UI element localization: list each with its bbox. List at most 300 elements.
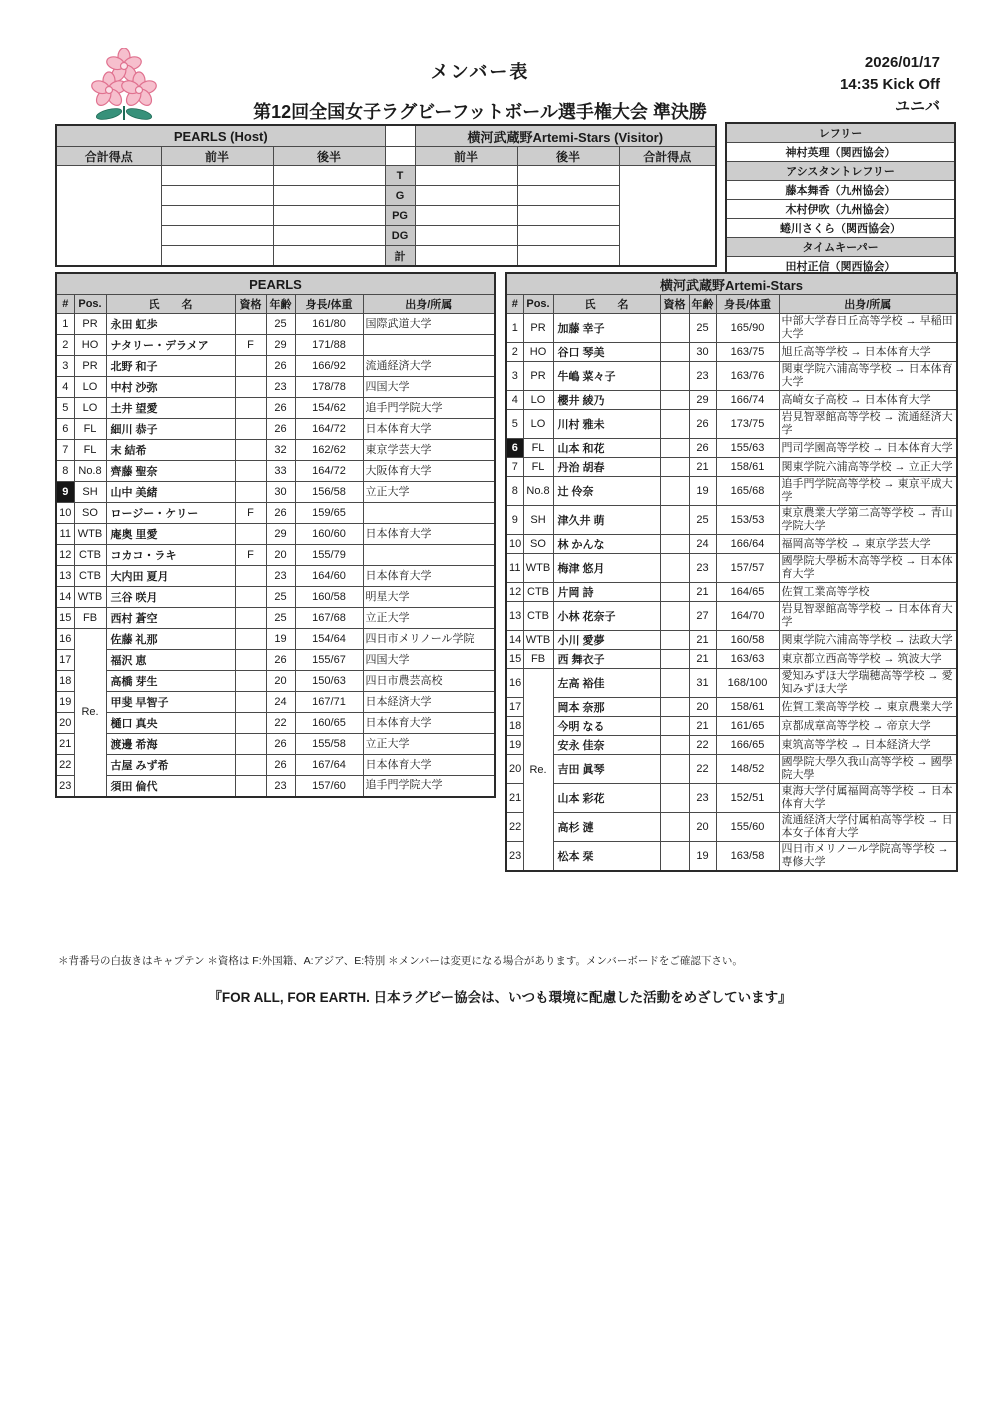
home-second-half-score-cell <box>273 206 385 226</box>
player-position: WTB <box>74 524 106 545</box>
player-qualification <box>660 343 689 362</box>
col-name: 氏 名 <box>106 295 235 314</box>
player-name: 川村 雅未 <box>553 410 660 439</box>
player-origin: 追手門学院大学 <box>363 398 495 419</box>
player-name: 西 舞衣子 <box>553 650 660 669</box>
player-age: 29 <box>266 524 295 545</box>
home-total-score-cell <box>56 166 161 267</box>
player-row <box>56 650 495 671</box>
player-origin: 東京農業大学第二高等学校 → 青山学院大学 <box>779 506 957 535</box>
player-number: 18 <box>506 717 523 736</box>
player-origin: 立正大学 <box>363 734 495 755</box>
officials-table <box>725 122 956 277</box>
player-qualification <box>660 717 689 736</box>
player-origin: 四日市メリノール学院 <box>363 629 495 650</box>
player-height-weight: 164/70 <box>716 602 779 631</box>
away-first-half-label: 前半 <box>415 147 517 166</box>
player-number: 16 <box>56 629 74 650</box>
player-height-weight: 150/63 <box>295 671 363 692</box>
player-row <box>56 776 495 797</box>
player-row <box>506 602 957 631</box>
player-number: 22 <box>506 813 523 842</box>
player-row <box>506 717 957 736</box>
player-origin: 四日市農芸高校 <box>363 671 495 692</box>
player-age: 25 <box>689 314 716 343</box>
away-second-half-label: 後半 <box>517 147 619 166</box>
player-number: 4 <box>56 377 74 398</box>
assistant-referee-name: 木村伊吹（九州協会） <box>726 200 955 219</box>
player-age: 26 <box>266 398 295 419</box>
away-second-half-score-cell <box>517 206 619 226</box>
player-row <box>506 698 957 717</box>
player-position: FB <box>74 608 106 629</box>
away-total-score-cell <box>619 166 716 267</box>
player-name: 渡邊 希海 <box>106 734 235 755</box>
player-age: 22 <box>689 755 716 784</box>
player-qualification <box>235 314 266 335</box>
player-name: 大内田 夏月 <box>106 566 235 587</box>
player-height-weight: 164/72 <box>295 419 363 440</box>
player-row <box>56 587 495 608</box>
player-age: 21 <box>689 717 716 736</box>
player-origin: 岩見智翠館高等学校 → 流通経済大学 <box>779 410 957 439</box>
player-number: 17 <box>506 698 523 717</box>
player-origin: 日本経済大学 <box>363 692 495 713</box>
player-height-weight: 167/64 <box>295 755 363 776</box>
player-height-weight: 155/79 <box>295 545 363 566</box>
home-total-label: 合計得点 <box>56 147 161 166</box>
player-height-weight: 165/90 <box>716 314 779 343</box>
player-row <box>56 629 495 650</box>
player-age: 26 <box>266 356 295 377</box>
player-position: WTB <box>74 587 106 608</box>
player-name: 今明 なる <box>553 717 660 736</box>
player-row <box>506 314 957 343</box>
player-age: 25 <box>266 587 295 608</box>
away-total-label: 合計得点 <box>619 147 716 166</box>
player-position: LO <box>74 377 106 398</box>
player-qualification <box>235 608 266 629</box>
player-position: WTB <box>523 554 553 583</box>
score-type-label: DG <box>385 226 415 246</box>
player-row <box>506 439 957 458</box>
player-position: PR <box>523 314 553 343</box>
player-row <box>506 736 957 755</box>
player-number: 14 <box>506 631 523 650</box>
player-height-weight: 154/64 <box>295 629 363 650</box>
player-origin: 國學院大學久我山高等学校 → 國學院大學 <box>779 755 957 784</box>
player-number: 12 <box>506 583 523 602</box>
away-first-half-score-cell <box>415 206 517 226</box>
player-number: 14 <box>56 587 74 608</box>
col-position: Pos. <box>74 295 106 314</box>
score-type-label: G <box>385 186 415 206</box>
home-roster-title: PEARLS <box>56 273 495 295</box>
player-height-weight: 155/60 <box>716 813 779 842</box>
player-origin: 関東学院六浦高等学校 → 立正大学 <box>779 458 957 477</box>
player-height-weight: 163/75 <box>716 343 779 362</box>
player-age: 20 <box>266 671 295 692</box>
player-height-weight: 160/65 <box>295 713 363 734</box>
player-origin: 国際武道大学 <box>363 314 495 335</box>
player-origin: 追手門学院大学 <box>363 776 495 797</box>
player-row <box>56 461 495 482</box>
away-first-half-score-cell <box>415 246 517 267</box>
player-origin: 四国大学 <box>363 377 495 398</box>
player-height-weight: 173/75 <box>716 410 779 439</box>
player-qualification <box>235 419 266 440</box>
player-number: 22 <box>56 755 74 776</box>
player-qualification <box>660 535 689 554</box>
player-height-weight: 178/78 <box>295 377 363 398</box>
player-row <box>56 335 495 356</box>
player-position: PR <box>74 356 106 377</box>
player-qualification <box>660 554 689 583</box>
venue-name: ユニバ <box>894 97 940 115</box>
player-qualification <box>235 440 266 461</box>
player-number: 19 <box>506 736 523 755</box>
player-number: 6 <box>506 439 523 458</box>
player-name: 土井 望愛 <box>106 398 235 419</box>
player-position: CTB <box>74 545 106 566</box>
player-row <box>56 503 495 524</box>
player-height-weight: 155/67 <box>295 650 363 671</box>
player-qualification <box>660 506 689 535</box>
col-age: 年齢 <box>689 295 716 314</box>
player-age: 23 <box>689 784 716 813</box>
score-divider-cell <box>385 125 415 147</box>
player-name: 梅津 悠月 <box>553 554 660 583</box>
player-height-weight: 164/65 <box>716 583 779 602</box>
player-position: PR <box>74 314 106 335</box>
player-height-weight: 162/62 <box>295 440 363 461</box>
player-position: HO <box>74 335 106 356</box>
player-position: FL <box>523 439 553 458</box>
player-age: 26 <box>266 503 295 524</box>
player-age: 20 <box>689 813 716 842</box>
player-number: 20 <box>506 755 523 784</box>
away-roster-title: 横河武蔵野Artemi-Stars <box>506 273 957 295</box>
away-second-half-score-cell <box>517 166 619 186</box>
player-number: 8 <box>506 477 523 506</box>
player-origin: 東筑高等学校 → 日本経済大学 <box>779 736 957 755</box>
player-origin: 東海大学付属福岡高等学校 → 日本体育大学 <box>779 784 957 813</box>
player-name: ナタリー・デラメア <box>106 335 235 356</box>
player-origin: 愛知みずほ大学瑞穂高等学校 → 愛知みずほ大学 <box>779 669 957 698</box>
player-name: 高杉 漣 <box>553 813 660 842</box>
player-position: FL <box>74 419 106 440</box>
player-row <box>506 669 957 698</box>
player-row <box>56 566 495 587</box>
player-name: コカコ・ラキ <box>106 545 235 566</box>
player-position: FL <box>523 458 553 477</box>
player-row <box>56 713 495 734</box>
player-name: 樋口 真央 <box>106 713 235 734</box>
player-origin: 流通経済大学付属柏高等学校 → 日本女子体育大学 <box>779 813 957 842</box>
score-type-label: 計 <box>385 246 415 267</box>
player-origin: 東京都立西高等学校 → 筑波大学 <box>779 650 957 669</box>
reserve-label: Re. <box>523 669 553 872</box>
player-height-weight: 160/60 <box>295 524 363 545</box>
player-qualification <box>660 391 689 410</box>
player-number: 1 <box>56 314 74 335</box>
away-second-half-score-cell <box>517 186 619 206</box>
player-qualification <box>235 482 266 503</box>
player-qualification <box>235 524 266 545</box>
player-name: 須田 倫代 <box>106 776 235 797</box>
player-number: 10 <box>56 503 74 524</box>
player-position: HO <box>523 343 553 362</box>
player-origin: 四日市メリノール学院高等学校 → 専修大学 <box>779 842 957 872</box>
player-position: SH <box>523 506 553 535</box>
player-qualification <box>660 439 689 458</box>
player-age: 26 <box>266 650 295 671</box>
player-origin: 日本体育大学 <box>363 566 495 587</box>
player-origin: 佐賀工業高等学校 <box>779 583 957 602</box>
player-number: 12 <box>56 545 74 566</box>
player-name: 牛嶋 菜々子 <box>553 362 660 391</box>
player-age: 31 <box>689 669 716 698</box>
player-number: 10 <box>506 535 523 554</box>
player-age: 26 <box>266 419 295 440</box>
player-position: WTB <box>523 631 553 650</box>
player-name: 高橋 芽生 <box>106 671 235 692</box>
away-second-half-score-cell <box>517 246 619 267</box>
player-position: CTB <box>74 566 106 587</box>
player-age: 26 <box>266 755 295 776</box>
timekeeper-name: 田村正信（関西協会） <box>726 257 955 277</box>
player-name: 甲斐 早智子 <box>106 692 235 713</box>
referee-label: レフリー <box>726 123 955 143</box>
player-height-weight: 154/62 <box>295 398 363 419</box>
player-origin: 京都成章高等学校 → 帝京大学 <box>779 717 957 736</box>
player-height-weight: 158/61 <box>716 698 779 717</box>
player-row <box>506 343 957 362</box>
player-qualification <box>235 755 266 776</box>
player-name: 細川 恭子 <box>106 419 235 440</box>
player-number: 9 <box>506 506 523 535</box>
player-age: 21 <box>689 458 716 477</box>
player-name: 佐藤 礼那 <box>106 629 235 650</box>
player-name: 齊藤 聖奈 <box>106 461 235 482</box>
home-roster-table <box>55 272 496 798</box>
player-row <box>56 692 495 713</box>
col-qualification: 資格 <box>235 295 266 314</box>
player-qualification <box>660 410 689 439</box>
player-row <box>506 583 957 602</box>
player-row <box>56 356 495 377</box>
home-first-half-score-cell <box>161 166 273 186</box>
player-qualification <box>235 692 266 713</box>
player-origin <box>363 545 495 566</box>
assistant-referee-name: 藤本舞香（九州協会） <box>726 181 955 200</box>
player-name: 庵奥 里愛 <box>106 524 235 545</box>
player-age: 20 <box>266 545 295 566</box>
player-row <box>56 755 495 776</box>
player-name: 林 かんな <box>553 535 660 554</box>
player-name: 岡本 奈那 <box>553 698 660 717</box>
player-qualification <box>660 842 689 872</box>
referee-name: 神村英理（関西協会） <box>726 143 955 162</box>
col-age: 年齢 <box>266 295 295 314</box>
player-qualification <box>660 583 689 602</box>
player-qualification <box>235 776 266 797</box>
player-origin: 関東学院六浦高等学校 → 法政大学 <box>779 631 957 650</box>
player-origin: 明星大学 <box>363 587 495 608</box>
header-titles <box>0 0 960 124</box>
match-info <box>840 52 940 117</box>
player-age: 24 <box>266 692 295 713</box>
player-name: 西村 蒼空 <box>106 608 235 629</box>
player-position: PR <box>523 362 553 391</box>
player-position: No.8 <box>523 477 553 506</box>
player-height-weight: 161/65 <box>716 717 779 736</box>
player-height-weight: 152/51 <box>716 784 779 813</box>
player-age: 25 <box>266 608 295 629</box>
player-name: 吉田 眞琴 <box>553 755 660 784</box>
player-name: 小川 愛夢 <box>553 631 660 650</box>
player-row <box>56 419 495 440</box>
player-name: 谷口 琴美 <box>553 343 660 362</box>
player-origin: 追手門学院高等学校 → 東京平成大学 <box>779 477 957 506</box>
player-origin: 岩見智翠館高等学校 → 日本体育大学 <box>779 602 957 631</box>
home-second-half-label: 後半 <box>273 147 385 166</box>
player-position: CTB <box>523 583 553 602</box>
player-height-weight: 163/63 <box>716 650 779 669</box>
player-height-weight: 161/80 <box>295 314 363 335</box>
player-name: 三谷 咲月 <box>106 587 235 608</box>
player-number: 18 <box>56 671 74 692</box>
player-height-weight: 163/76 <box>716 362 779 391</box>
player-qualification <box>235 671 266 692</box>
player-row <box>506 535 957 554</box>
player-number: 15 <box>506 650 523 669</box>
player-row <box>506 631 957 650</box>
kickoff-time: 14:35 Kick Off <box>839 75 940 93</box>
away-team-name: 横河武蔵野Artemi-Stars (Visitor) <box>415 125 716 147</box>
player-age: 23 <box>266 776 295 797</box>
player-row <box>506 477 957 506</box>
player-row <box>56 671 495 692</box>
player-number: 8 <box>56 461 74 482</box>
player-name: 古屋 みず希 <box>106 755 235 776</box>
player-height-weight: 158/61 <box>716 458 779 477</box>
col-height-weight: 身長/体重 <box>716 295 779 314</box>
player-name: 加藤 幸子 <box>553 314 660 343</box>
player-number: 2 <box>56 335 74 356</box>
player-height-weight: 157/60 <box>295 776 363 797</box>
player-origin <box>363 335 495 356</box>
player-name: 中村 沙弥 <box>106 377 235 398</box>
player-name: 山本 彩花 <box>553 784 660 813</box>
col-origin: 出身/所属 <box>779 295 957 314</box>
player-origin: 佐賀工業高等学校 → 東京農業大学 <box>779 698 957 717</box>
player-number: 5 <box>506 410 523 439</box>
player-origin: 大阪体育大学 <box>363 461 495 482</box>
player-qualification <box>235 629 266 650</box>
player-position: SO <box>74 503 106 524</box>
player-age: 21 <box>689 650 716 669</box>
player-name: 永田 虹歩 <box>106 314 235 335</box>
player-age: 19 <box>689 477 716 506</box>
player-age: 32 <box>266 440 295 461</box>
player-number: 23 <box>506 842 523 872</box>
player-row <box>56 377 495 398</box>
player-row <box>56 545 495 566</box>
player-row <box>506 650 957 669</box>
player-age: 26 <box>266 734 295 755</box>
player-number: 1 <box>506 314 523 343</box>
player-height-weight: 165/68 <box>716 477 779 506</box>
timekeeper-label: タイムキーパー <box>726 238 955 257</box>
away-first-half-score-cell <box>415 186 517 206</box>
player-height-weight: 160/58 <box>295 587 363 608</box>
player-height-weight: 159/65 <box>295 503 363 524</box>
player-position: No.8 <box>74 461 106 482</box>
player-row <box>56 524 495 545</box>
player-qualification <box>235 461 266 482</box>
player-origin: 國學院大學栃木高等学校 → 日本体育大学 <box>779 554 957 583</box>
player-height-weight: 167/68 <box>295 608 363 629</box>
player-number: 15 <box>56 608 74 629</box>
player-row <box>506 755 957 784</box>
player-height-weight: 167/71 <box>295 692 363 713</box>
player-age: 26 <box>689 439 716 458</box>
away-second-half-score-cell <box>517 226 619 246</box>
player-qualification <box>660 314 689 343</box>
player-name: 辻 伶奈 <box>553 477 660 506</box>
player-qualification <box>660 458 689 477</box>
player-number: 13 <box>506 602 523 631</box>
player-origin: 日本体育大学 <box>363 713 495 734</box>
player-name: 左高 裕佳 <box>553 669 660 698</box>
player-height-weight: 166/65 <box>716 736 779 755</box>
player-qualification <box>235 650 266 671</box>
score-row <box>56 166 716 186</box>
player-age: 22 <box>689 736 716 755</box>
player-age: 29 <box>689 391 716 410</box>
player-row <box>56 482 495 503</box>
player-origin: 中部大学春日丘高等学校 → 早稲田大学 <box>779 314 957 343</box>
player-origin: 門司学園高等学校 → 日本体育大学 <box>779 439 957 458</box>
player-number: 21 <box>56 734 74 755</box>
player-position: LO <box>523 391 553 410</box>
player-row <box>506 554 957 583</box>
reserve-label: Re. <box>74 629 106 797</box>
col-number: # <box>56 295 74 314</box>
player-position: LO <box>523 410 553 439</box>
player-number: 21 <box>506 784 523 813</box>
player-position: SH <box>74 482 106 503</box>
player-origin: 立正大学 <box>363 608 495 629</box>
col-height-weight: 身長/体重 <box>295 295 363 314</box>
player-qualification <box>660 755 689 784</box>
col-name: 氏 名 <box>553 295 660 314</box>
player-name: 福沢 恵 <box>106 650 235 671</box>
score-type-label: T <box>385 166 415 186</box>
player-row <box>506 391 957 410</box>
player-age: 20 <box>689 698 716 717</box>
home-second-half-score-cell <box>273 226 385 246</box>
player-row <box>56 398 495 419</box>
player-age: 25 <box>266 314 295 335</box>
player-height-weight: 148/52 <box>716 755 779 784</box>
player-qualification <box>235 398 266 419</box>
player-number: 11 <box>56 524 74 545</box>
player-age: 23 <box>689 362 716 391</box>
player-origin: 日本体育大学 <box>363 755 495 776</box>
page-title: メンバー表 <box>430 62 530 82</box>
